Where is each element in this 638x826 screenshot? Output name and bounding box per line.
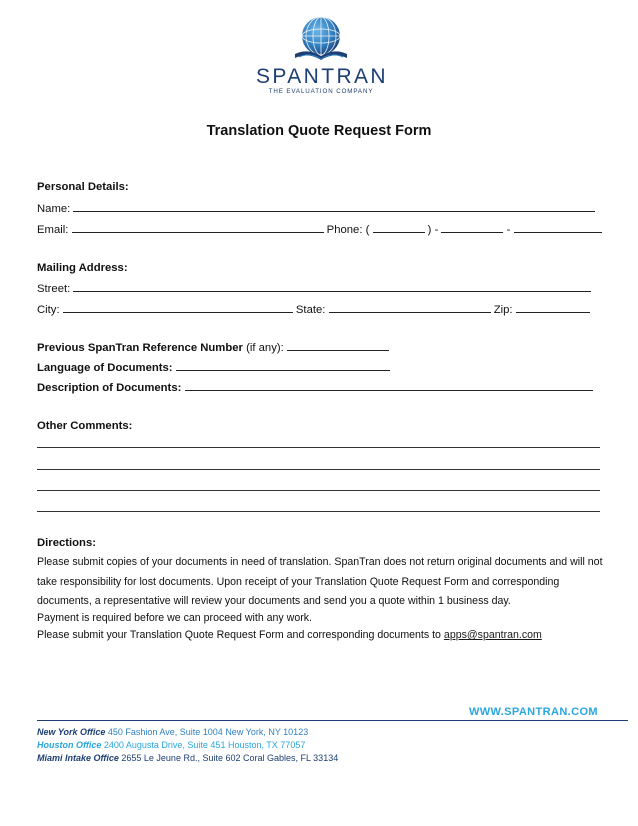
city-label: City:: [37, 304, 60, 316]
email-field[interactable]: [72, 222, 324, 233]
personal-details-heading: Personal Details:: [37, 181, 129, 193]
other-comments-heading: Other Comments:: [37, 420, 133, 432]
phone-dash-2: -: [506, 224, 511, 236]
phone-dash-1: -: [434, 224, 439, 236]
directions-submit-text: Please submit your Translation Quote Request Form and corresponding documents to: [37, 629, 441, 641]
apps-email-link[interactable]: apps@spantran.com: [443, 629, 542, 641]
office-address: 2655 Le Jeune Rd., Suite 602 Coral Gables, FL 33134: [121, 753, 339, 763]
office-address: 2400 Augusta Drive, Suite 451 Houston, TX 77057: [103, 740, 306, 750]
mailing-address-heading: Mailing Address:: [37, 262, 128, 274]
directions-line-4: Payment is required before we can proceed with any work.: [37, 612, 312, 624]
directions-line-2: take responsibility for lost documents. Upon receipt of your Translation Quote Request Form and corresponding: [37, 576, 560, 588]
reference-label: Previous SpanTran Reference Number: [37, 342, 243, 354]
street-field[interactable]: [73, 281, 591, 292]
reference-field[interactable]: [287, 340, 389, 351]
directions-heading: Directions:: [37, 537, 97, 549]
language-row: [37, 360, 390, 375]
name-field[interactable]: [73, 201, 595, 212]
street-row: [37, 281, 591, 296]
reference-suffix: (if any):: [246, 342, 284, 354]
office-name: New York Office: [37, 727, 106, 737]
comments-line-3[interactable]: [37, 490, 600, 491]
city-field[interactable]: [63, 302, 293, 313]
logo-tagline: THE EVALUATION COMPANY: [268, 88, 374, 95]
language-field[interactable]: [176, 360, 390, 371]
phone-close-paren: ): [427, 224, 432, 236]
zip-field[interactable]: [516, 302, 590, 313]
office-name: Houston Office: [37, 740, 102, 750]
name-label: Name:: [37, 203, 71, 215]
name-row: [37, 201, 595, 216]
office-new-york: [37, 727, 308, 738]
email-label: Email:: [37, 224, 69, 236]
globe-book-icon: [289, 14, 353, 64]
spantran-logo: [256, 14, 386, 96]
website-link[interactable]: WWW.SPANTRAN.COM: [468, 706, 598, 718]
description-field[interactable]: [185, 380, 593, 391]
office-miami: [37, 753, 338, 764]
comments-line-1[interactable]: [37, 447, 600, 448]
directions-line-5: [37, 629, 542, 642]
logo-wordmark: SPANTRAN: [256, 65, 388, 88]
directions-line-3: documents, a representative will review your documents and send you a quote within 1 business day.: [37, 595, 511, 607]
city-state-zip-row: [37, 302, 590, 317]
street-label: Street:: [37, 283, 71, 295]
office-name: Miami Intake Office: [37, 753, 119, 763]
footer-divider: [37, 720, 628, 721]
state-field[interactable]: [329, 302, 491, 313]
phone-line-field[interactable]: [514, 222, 602, 233]
phone-prefix-field[interactable]: [441, 222, 503, 233]
office-address: 450 Fashion Ave, Suite 1004 New York, NY 10123: [107, 727, 309, 737]
phone-label: Phone: (: [326, 224, 370, 236]
comments-line-2[interactable]: [37, 469, 600, 470]
email-phone-row: [37, 222, 602, 237]
description-row: [37, 380, 593, 395]
state-label: State:: [295, 304, 326, 316]
comments-line-4[interactable]: [37, 511, 600, 512]
language-label: Language of Documents:: [37, 362, 173, 374]
office-houston: [37, 740, 305, 751]
directions-line-1: Please submit copies of your documents in need of translation. SpanTran does not return original documents and will not: [37, 556, 603, 568]
zip-label: Zip:: [493, 304, 513, 316]
phone-area-code-field[interactable]: [373, 222, 425, 233]
reference-row: [37, 340, 389, 355]
description-label: Description of Documents:: [37, 382, 182, 394]
page-title: Translation Quote Request Form: [206, 123, 432, 139]
